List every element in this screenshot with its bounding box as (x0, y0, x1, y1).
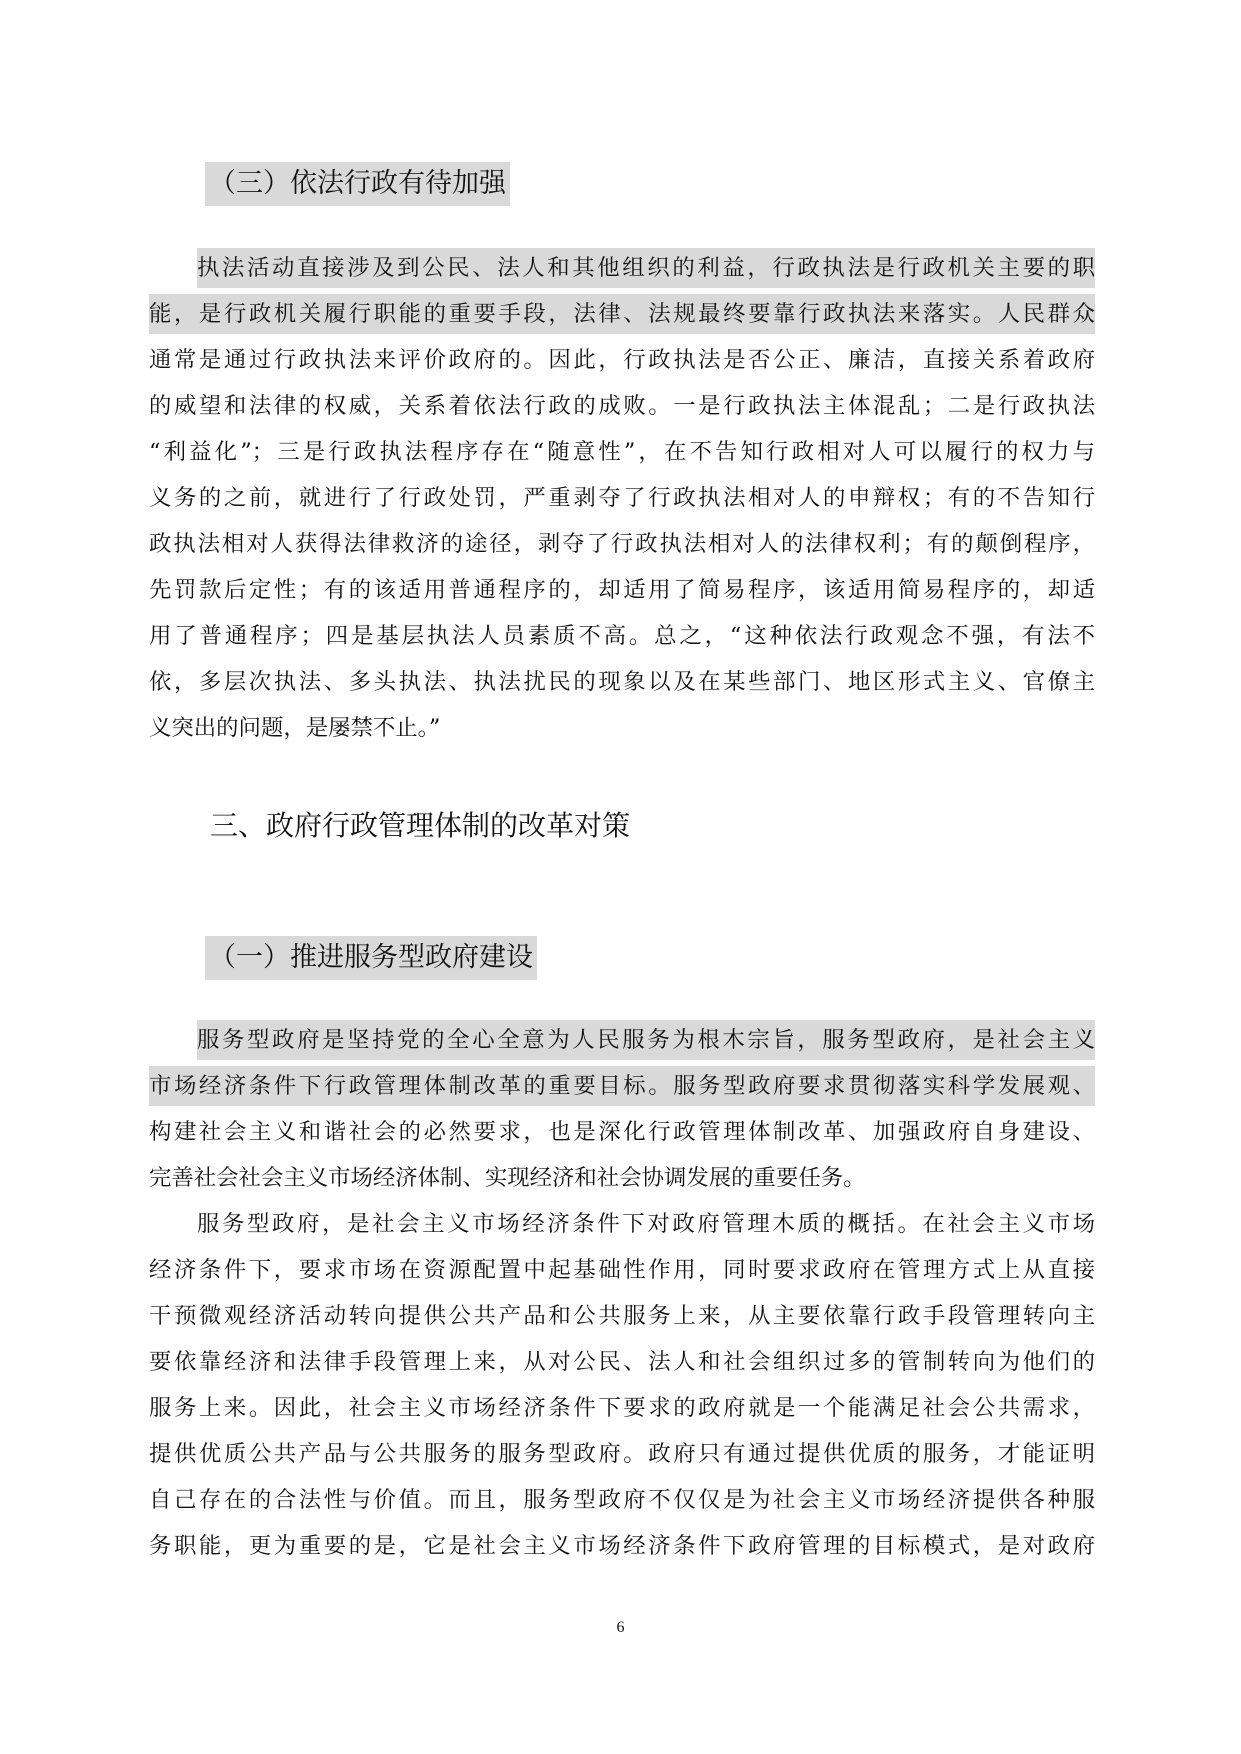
paragraph-line: 执法活动直接涉及到公民、法人和其他组织的利益，行政执法是行政机关主要的职 (197, 248, 1095, 288)
paragraph-line: 服务型政府，是社会主义市场经济条件下对政府管理木质的概括。在社会主义市场 (197, 1211, 1095, 1237)
paragraph-line: 先罚款后定性；有的该适用普通程序的，却适用了简易程序，该适用简易程序的，却适 (149, 577, 1095, 603)
paragraph-line: 的威望和法律的权威，关系着依法行政的成败。一是行政执法主体混乱；二是行政执法 (149, 393, 1095, 419)
paragraph-line: 经济条件下，要求市场在资源配置中起基础性作用，同时要求政府在管理方式上从直接 (149, 1257, 1095, 1283)
paragraph-line: 服务上来。因此，社会主义市场经济条件下要求的政府就是一个能满足社会公共需求， (149, 1395, 1095, 1421)
paragraph-line: 干预微观经济活动转向提供公共产品和公共服务上来，从主要依靠行政手段管理转向主 (149, 1303, 1095, 1329)
paragraph-line: 用了普通程序；四是基层执法人员素质不高。总之，“这种依法行政观念不强，有法不 (149, 623, 1095, 649)
paragraph-line: 通常是通过行政执法来评价政府的。因此，行政执法是否公正、廉洁，直接关系着政府 (149, 347, 1095, 373)
paragraph-line: “利益化”；三是行政执法程序存在“随意性”，在不告知行政相对人可以履行的权力与 (149, 439, 1095, 465)
paragraph-line: 义务的之前，就进行了行政处罚，严重剥夺了行政执法相对人的申辩权；有的不告知行 (149, 485, 1095, 511)
section-heading-3: 三、政府行政管理体制的改革对策 (210, 809, 631, 842)
paragraph-line: 政执法相对人获得法律救济的途径，剥夺了行政执法相对人的法律权利；有的颠倒程序， (149, 531, 1095, 557)
paragraph-line: 构建社会主义和谐社会的必然要求，也是深化行政管理体制改革、加强政府自身建设、 (149, 1119, 1095, 1145)
paragraph-line: 依，多层次执法、多头执法、执法扰民的现象以及在某些部门、地区形式主义、官僚主 (149, 669, 1095, 695)
page-number: 6 (616, 1619, 625, 1636)
subsection-heading-1: （一）推进服务型政府建设 (205, 936, 537, 980)
subsection-heading-3: （三）依法行政有待加强 (205, 162, 510, 206)
paragraph-line: 义突出的问题，是屡禁不止。” (149, 715, 441, 741)
paragraph-line: 完善社会社会主义市场经济体制、实现经济和社会协调发展的重要任务。 (149, 1165, 866, 1191)
paragraph-line: 自己存在的合法性与价值。而且，服务型政府不仅仅是为社会主义市场经济提供各种服 (149, 1487, 1095, 1513)
paragraph-line: 提供优质公共产品与公共服务的服务型政府。政府只有通过提供优质的服务，才能证明 (149, 1441, 1095, 1467)
paragraph-line: 务职能，更为重要的是，它是社会主义市场经济条件下政府管理的目标模式，是对政府 (149, 1533, 1095, 1559)
paragraph-line: 能，是行政机关履行职能的重要手段，法律、法规最终要靠行政执法来落实。人民群众 (149, 294, 1095, 334)
paragraph-line: 服务型政府是坚持党的全心全意为人民服务为根木宗旨，服务型政府，是社会主义 (197, 1020, 1095, 1060)
paragraph-line: 市场经济条件下行政管理体制改革的重要目标。服务型政府要求贯彻落实科学发展观、 (149, 1066, 1095, 1106)
paragraph-line: 要依靠经济和法律手段管理上来，从对公民、法人和社会组织过多的管制转向为他们的 (149, 1349, 1095, 1375)
